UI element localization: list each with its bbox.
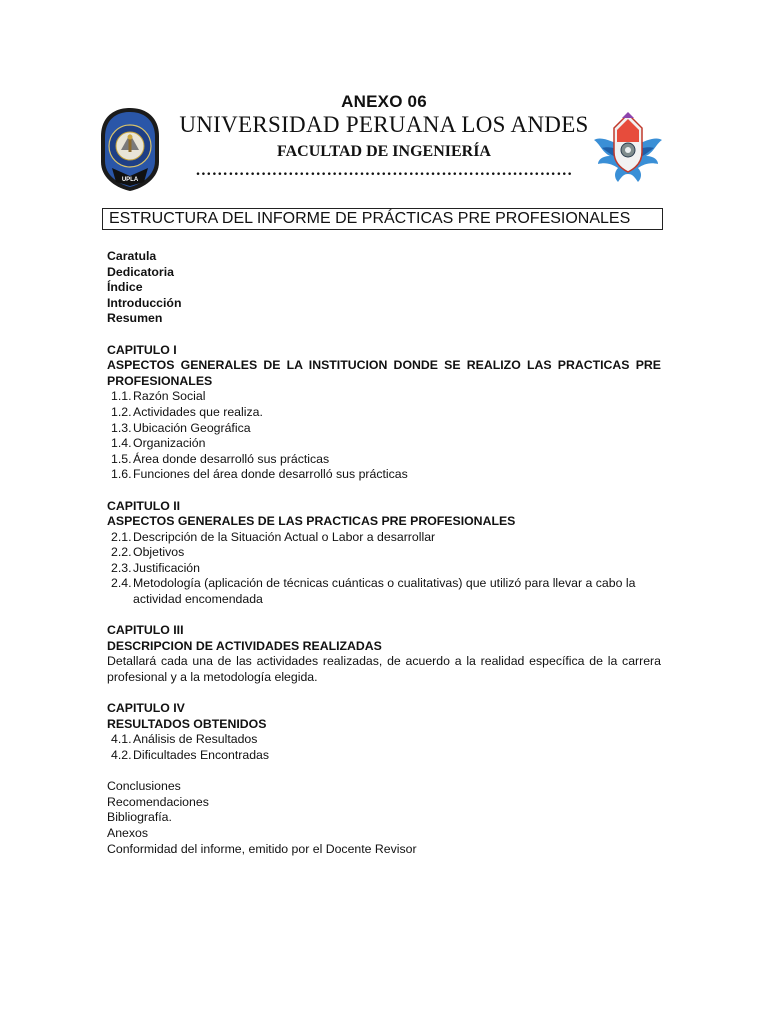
item-text: Justificación xyxy=(133,560,200,575)
list-item xyxy=(107,530,661,546)
item-text: Objetivos xyxy=(133,545,185,560)
back-matter-item: Bibliografía. xyxy=(107,810,172,825)
back-matter-item: Anexos xyxy=(107,825,149,840)
chapter-2 xyxy=(107,499,661,608)
back-matter-list xyxy=(107,779,661,857)
item-text: Razón Social xyxy=(133,389,206,404)
chapter-heading: ASPECTOS GENERALES DE LA INSTITUCION DONDE SE REALIZO LAS PRACTICAS PRE PROFESIONALES xyxy=(107,358,661,388)
front-matter-list xyxy=(107,249,661,327)
back-matter-item: Conclusiones xyxy=(107,779,181,794)
item-number: 2.4. xyxy=(111,576,132,591)
list-item xyxy=(107,436,661,452)
faculty-name: FACULTAD DE INGENIERÍA xyxy=(277,143,491,160)
list-item xyxy=(107,452,661,468)
item-number: 1.3. xyxy=(111,420,132,435)
chapter-4 xyxy=(107,701,661,763)
chapter-heading: ASPECTOS GENERALES DE LAS PRACTICAS PRE PROFESIONALES xyxy=(107,514,516,529)
item-text: Descripción de la Situación Actual o Labor a desarrollar xyxy=(133,529,436,544)
seal-badge-text: UPLA xyxy=(121,177,139,183)
chapter-1 xyxy=(107,343,661,483)
item-text: Actividades que realiza. xyxy=(133,404,263,419)
chapter-label: CAPITULO I xyxy=(107,342,177,357)
chapter-heading: RESULTADOS OBTENIDOS xyxy=(107,716,267,731)
item-text: Funciones del área donde desarrolló sus prácticas xyxy=(133,467,408,482)
item-text: Ubicación Geográfica xyxy=(133,420,251,435)
chapter-label: CAPITULO III xyxy=(107,623,184,638)
list-item xyxy=(107,405,661,421)
list-item xyxy=(107,576,661,607)
item-number: 2.3. xyxy=(111,560,132,575)
item-number: 4.2. xyxy=(111,748,132,762)
list-item xyxy=(107,561,661,577)
document-title: ESTRUCTURA DEL INFORME DE PRÁCTICAS PRE PROFESIONALES xyxy=(102,208,663,230)
item-number: 1.2. xyxy=(111,404,132,419)
item-number: 4.1. xyxy=(111,732,132,747)
list-item xyxy=(107,389,661,405)
front-matter-item: Caratula xyxy=(107,249,157,263)
item-number: 1.6. xyxy=(111,467,132,482)
back-matter-item: Conformidad del informe, emitido por el Docente Revisor xyxy=(107,841,417,856)
chapter-3 xyxy=(107,623,661,685)
chapter-paragraph: Detallará cada una de las actividades realizadas, de acuerdo a la realidad específica de la carrera profesional y a la metodología elegida. xyxy=(107,654,661,685)
item-number: 2.1. xyxy=(111,529,132,544)
chapter-label: CAPITULO II xyxy=(107,498,181,513)
list-item xyxy=(107,732,661,748)
annex-label: ANEXO 06 xyxy=(341,92,427,111)
chapter-label: CAPITULO IV xyxy=(107,701,185,716)
item-text: Dificultades Encontradas xyxy=(133,748,270,762)
item-text: Metodología (aplicación de técnicas cuánticas o cualitativas) que utilizó para llevar a cabo la actividad encomendada xyxy=(133,576,636,607)
dotted-line: …………………………………………………………… xyxy=(195,162,573,179)
chapter-heading: DESCRIPCION DE ACTIVIDADES REALIZADAS xyxy=(107,638,382,653)
item-number: 2.2. xyxy=(111,545,132,560)
back-matter-item: Recomendaciones xyxy=(107,794,209,809)
front-matter-item: Dedicatoria xyxy=(107,264,174,279)
list-item xyxy=(107,748,661,764)
item-text: Organización xyxy=(133,436,206,451)
item-text: Análisis de Resultados xyxy=(133,732,258,747)
front-matter-item: Resumen xyxy=(107,311,163,326)
list-item xyxy=(107,545,661,561)
item-number: 1.4. xyxy=(111,436,132,451)
item-text: Área donde desarrolló sus prácticas xyxy=(133,451,330,466)
item-number: 1.5. xyxy=(111,451,132,466)
university-name: UNIVERSIDAD PERUANA LOS ANDES xyxy=(179,112,589,137)
list-item xyxy=(107,467,661,483)
front-matter-item: Introducción xyxy=(107,295,182,310)
report-structure xyxy=(107,249,661,857)
item-number: 1.1. xyxy=(111,389,132,404)
front-matter-item: Índice xyxy=(107,280,143,295)
list-item xyxy=(107,421,661,437)
